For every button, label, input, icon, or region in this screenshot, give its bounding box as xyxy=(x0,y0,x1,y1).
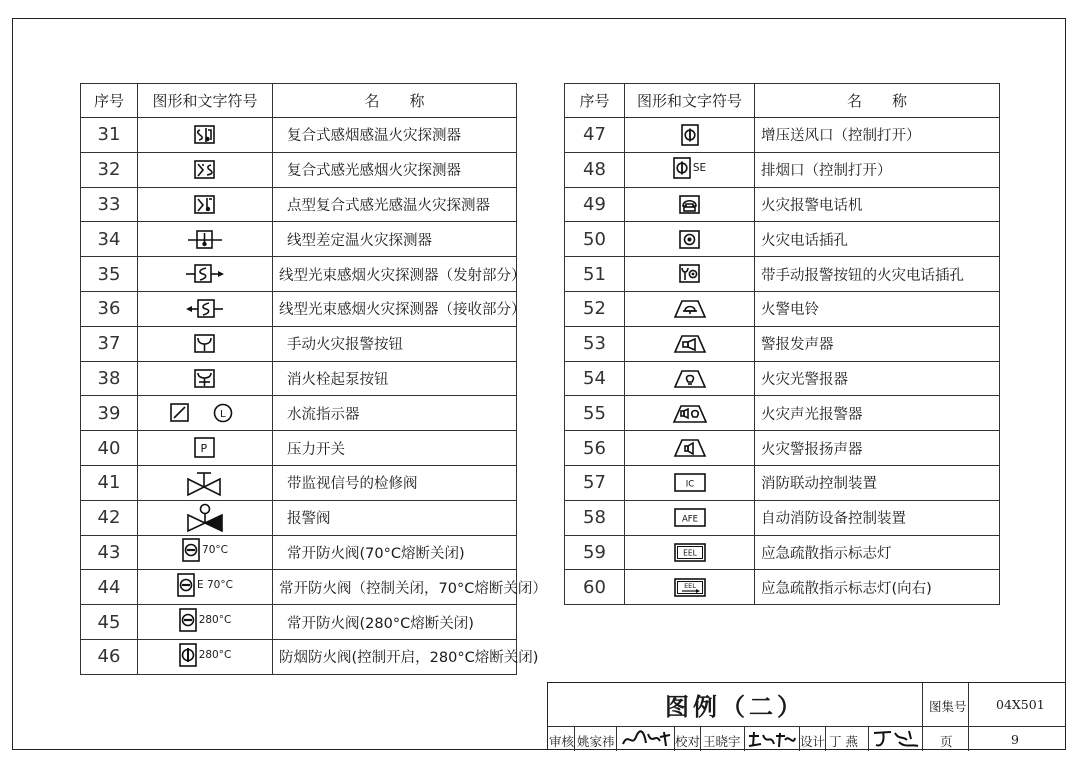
row-name: 线型光束感烟火灾探测器（发射部分） xyxy=(273,257,517,292)
row-symbol xyxy=(138,257,273,292)
row-symbol xyxy=(138,535,273,570)
row-symbol xyxy=(138,361,273,396)
row-number: 31 xyxy=(81,118,138,153)
row-number: 36 xyxy=(81,291,138,326)
row-number: 41 xyxy=(81,465,138,500)
table-row xyxy=(565,396,1000,431)
alarm-speaker-icon xyxy=(673,438,707,457)
svg-text:EEL: EEL xyxy=(683,581,696,590)
table-row xyxy=(81,431,517,466)
row-symbol xyxy=(625,361,755,396)
row-number: 40 xyxy=(81,431,138,466)
table-row xyxy=(565,291,1000,326)
design-label: 设计 xyxy=(800,734,826,749)
row-symbol xyxy=(625,257,755,292)
row-symbol xyxy=(138,500,273,535)
fire-bell-icon xyxy=(673,299,707,318)
table-row xyxy=(81,639,517,674)
row-number: 53 xyxy=(565,326,625,361)
row-symbol xyxy=(625,396,755,431)
row-symbol xyxy=(138,605,273,640)
row-symbol xyxy=(138,431,273,466)
row-symbol xyxy=(625,326,755,361)
row-symbol xyxy=(138,326,273,361)
monitored-valve-icon xyxy=(185,472,225,491)
row-number: 34 xyxy=(81,222,138,257)
row-number: 45 xyxy=(81,605,138,640)
table-row xyxy=(81,257,517,292)
legend-table-right xyxy=(564,83,1000,605)
row-name: 警报发声器 xyxy=(755,326,1000,361)
row-name: 火灾电话插孔 xyxy=(755,222,1000,257)
evacuation-sign-icon xyxy=(674,542,706,561)
row-symbol xyxy=(625,570,755,605)
row-name: 带手动报警按钮的火灾电话插孔 xyxy=(755,257,1000,292)
beam-receiver-icon xyxy=(185,299,225,318)
row-symbol xyxy=(138,187,273,222)
row-symbol xyxy=(138,639,273,674)
light-smoke-detector-icon xyxy=(194,159,216,178)
fire-alarm-telephone-icon xyxy=(679,194,701,213)
row-name: 复合式感光感烟火灾探测器 xyxy=(273,152,517,187)
table-row xyxy=(81,361,517,396)
auto-equipment-control-icon xyxy=(674,507,706,526)
row-number: 39 xyxy=(81,396,138,431)
row-symbol xyxy=(138,396,273,431)
row-number: 48 xyxy=(565,152,625,187)
row-name: 水流指示器 xyxy=(273,396,517,431)
page-label: 页 xyxy=(940,734,953,749)
row-name: 常开防火阀（控制关闭，70°C熔断关闭） xyxy=(273,570,517,605)
smoke-fire-damper-icon: 280°C xyxy=(179,652,232,671)
table-row xyxy=(81,535,517,570)
row-number: 60 xyxy=(565,570,625,605)
row-number: 55 xyxy=(565,396,625,431)
table-row xyxy=(565,535,1000,570)
table-row xyxy=(565,361,1000,396)
row-number: 59 xyxy=(565,535,625,570)
table-row xyxy=(565,465,1000,500)
row-symbol xyxy=(138,291,273,326)
hydrant-pump-button-icon xyxy=(194,368,216,387)
table-row xyxy=(565,570,1000,605)
row-number: 57 xyxy=(565,465,625,500)
light-heat-detector-icon xyxy=(194,194,216,213)
evacuation-sign-right-icon xyxy=(674,577,706,596)
row-number: 58 xyxy=(565,500,625,535)
row-number: 49 xyxy=(565,187,625,222)
header-num: 序号 xyxy=(565,84,625,118)
header-name: 名 称 xyxy=(755,84,1000,118)
row-symbol xyxy=(138,152,273,187)
row-name: 点型复合式感光感温火灾探测器 xyxy=(273,187,517,222)
reviewer-name: 姚家祎 xyxy=(577,734,615,749)
row-number: 33 xyxy=(81,187,138,222)
row-symbol xyxy=(625,535,755,570)
row-name: 带监视信号的检修阀 xyxy=(273,465,517,500)
fire-damper-icon: 70°C xyxy=(182,547,228,566)
row-name: 线型光束感烟火灾探测器（接收部分） xyxy=(273,291,517,326)
row-number: 43 xyxy=(81,535,138,570)
row-symbol xyxy=(625,431,755,466)
row-symbol xyxy=(625,118,755,153)
row-symbol xyxy=(625,187,755,222)
checker-name: 王晓宇 xyxy=(703,734,741,749)
table-row xyxy=(565,187,1000,222)
manual-alarm-button-icon xyxy=(194,333,216,352)
linkage-control-icon xyxy=(674,473,706,492)
table-row xyxy=(81,222,517,257)
row-number: 52 xyxy=(565,291,625,326)
table-row xyxy=(565,152,1000,187)
fire-damper-e-icon: E 70°C xyxy=(177,582,233,601)
table-row xyxy=(565,500,1000,535)
row-symbol xyxy=(625,465,755,500)
row-name: 排烟口（控制打开） xyxy=(755,152,1000,187)
table-header-row xyxy=(81,84,517,118)
telephone-jack-icon xyxy=(679,229,701,248)
row-name: 常开防火阀(280°C熔断关闭) xyxy=(273,605,517,640)
row-symbol xyxy=(138,465,273,500)
row-name: 自动消防设备控制装置 xyxy=(755,500,1000,535)
water-flow-indicator-icon xyxy=(169,403,241,422)
row-number: 54 xyxy=(565,361,625,396)
row-name: 应急疏散指示标志灯 xyxy=(755,535,1000,570)
legend-table-left xyxy=(80,83,547,675)
row-name: 消火栓起泵按钮 xyxy=(273,361,517,396)
row-symbol xyxy=(138,570,273,605)
row-name: 火警电铃 xyxy=(755,291,1000,326)
pressure-switch-icon xyxy=(194,438,216,457)
atlas-no-label: 图集号 xyxy=(929,699,967,714)
table-row xyxy=(81,396,517,431)
row-name: 火灾光警报器 xyxy=(755,361,1000,396)
header-num: 序号 xyxy=(81,84,138,118)
svg-text:EEL: EEL xyxy=(682,548,697,558)
row-name: 复合式感烟感温火灾探测器 xyxy=(273,118,517,153)
reviewer-signature xyxy=(620,729,672,749)
table-row xyxy=(565,431,1000,466)
row-number: 38 xyxy=(81,361,138,396)
title-block xyxy=(547,682,1066,750)
table-row xyxy=(81,605,517,640)
jack-with-button-icon xyxy=(679,264,701,283)
row-number: 37 xyxy=(81,326,138,361)
table-row xyxy=(565,257,1000,292)
check-label: 校对 xyxy=(675,734,701,749)
alarm-sounder-icon xyxy=(673,333,707,352)
svg-text:L: L xyxy=(220,409,226,421)
beam-transmitter-icon xyxy=(185,264,225,283)
table-row xyxy=(565,326,1000,361)
row-number: 32 xyxy=(81,152,138,187)
table-row xyxy=(81,500,517,535)
table-header-row xyxy=(565,84,1000,118)
linear-heat-detector-icon xyxy=(187,229,223,248)
header-name: 名 称 xyxy=(273,84,517,118)
row-name: 消防联动控制装置 xyxy=(755,465,1000,500)
designer-name: 丁 燕 xyxy=(829,734,858,749)
row-name: 常开防火阀(70°C熔断关闭) xyxy=(273,535,517,570)
row-symbol xyxy=(625,291,755,326)
fire-damper-280-icon: 280°C xyxy=(179,617,232,636)
table-row xyxy=(81,187,517,222)
svg-text:AFE: AFE xyxy=(681,514,698,525)
row-name: 火灾声光报警器 xyxy=(755,396,1000,431)
light-alarm-icon xyxy=(673,368,707,387)
alarm-valve-icon xyxy=(185,507,225,526)
row-name: 防烟防火阀(控制开启，280°C熔断关闭) xyxy=(273,639,517,674)
row-number: 46 xyxy=(81,639,138,674)
row-symbol xyxy=(625,500,755,535)
row-name: 压力开关 xyxy=(273,431,517,466)
drawing-title: 图例（二） xyxy=(665,692,805,721)
sound-light-alarm-icon xyxy=(672,403,708,422)
checker-signature xyxy=(747,730,797,750)
row-number: 47 xyxy=(565,118,625,153)
pressurized-air-inlet-icon xyxy=(681,124,699,143)
row-name: 火灾警报扬声器 xyxy=(755,431,1000,466)
smoke-heat-detector-icon xyxy=(194,125,216,144)
table-row xyxy=(565,222,1000,257)
table-row xyxy=(81,570,517,605)
svg-text:IC: IC xyxy=(685,479,694,490)
row-name: 报警阀 xyxy=(273,500,517,535)
table-row xyxy=(81,326,517,361)
row-symbol xyxy=(138,118,273,153)
row-number: 50 xyxy=(565,222,625,257)
row-number: 51 xyxy=(565,257,625,292)
row-number: 56 xyxy=(565,431,625,466)
table-row xyxy=(81,118,517,153)
table-row xyxy=(81,291,517,326)
header-symbol: 图形和文字符号 xyxy=(138,84,273,118)
designer-signature xyxy=(871,728,921,750)
table-row xyxy=(81,152,517,187)
table-row xyxy=(565,118,1000,153)
row-symbol xyxy=(625,152,755,187)
atlas-no: 04X501 xyxy=(996,697,1045,712)
smoke-exhaust-outlet-icon: SE xyxy=(673,164,706,183)
page-number: 9 xyxy=(1011,732,1019,747)
row-number: 44 xyxy=(81,570,138,605)
row-symbol xyxy=(138,222,273,257)
row-name: 线型差定温火灾探测器 xyxy=(273,222,517,257)
row-number: 35 xyxy=(81,257,138,292)
row-name: 增压送风口（控制打开） xyxy=(755,118,1000,153)
row-name: 手动火灾报警按钮 xyxy=(273,326,517,361)
header-symbol: 图形和文字符号 xyxy=(625,84,755,118)
table-row xyxy=(81,465,517,500)
row-symbol xyxy=(625,222,755,257)
row-number: 42 xyxy=(81,500,138,535)
row-name: 火灾报警电话机 xyxy=(755,187,1000,222)
row-name: 应急疏散指示标志灯(向右) xyxy=(755,570,1000,605)
review-label: 审核 xyxy=(549,734,575,749)
svg-text:P: P xyxy=(200,442,208,456)
